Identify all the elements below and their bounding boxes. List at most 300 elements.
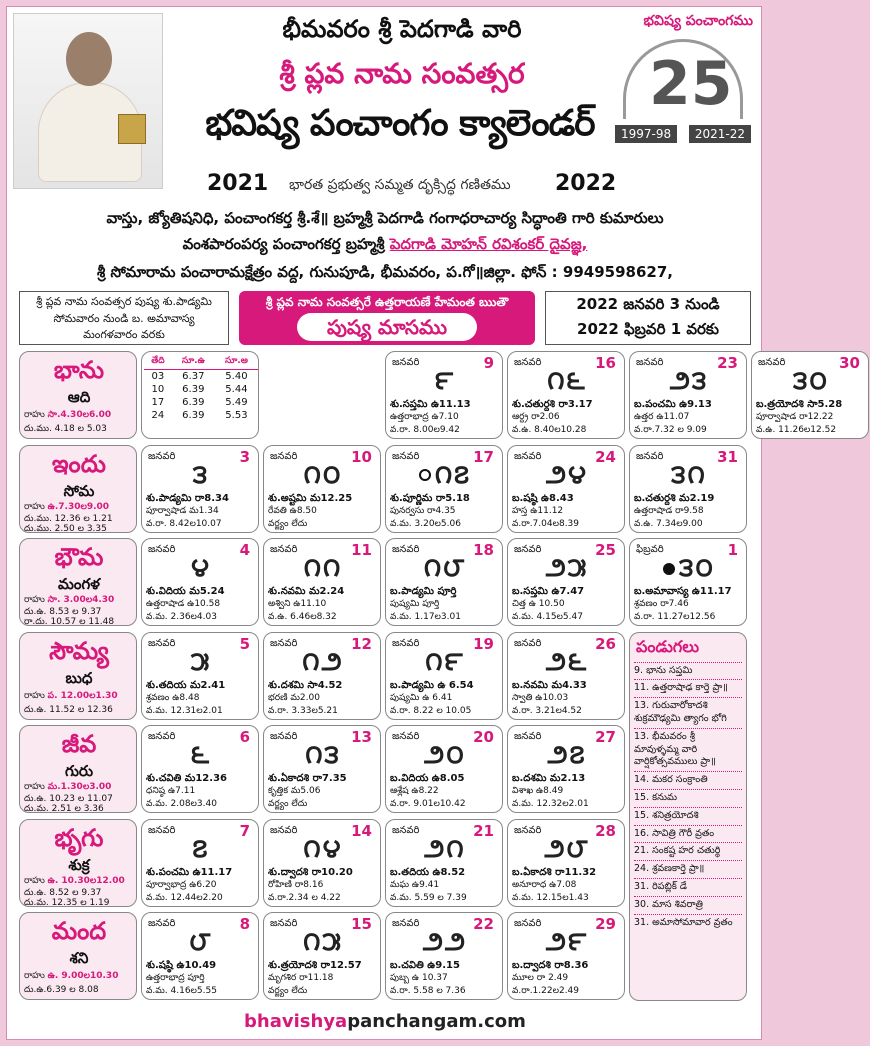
month-label: జనవరి xyxy=(514,357,542,368)
date-number: 20 xyxy=(473,728,494,746)
calendar-grid xyxy=(19,351,860,1005)
date-cell[interactable] xyxy=(263,632,381,720)
date-number: 12 xyxy=(351,634,372,653)
varjyam: వ.మ. 2.08ల3.40 xyxy=(146,799,217,809)
date-number: 25 xyxy=(595,541,616,559)
date-number: 6 xyxy=(239,728,250,746)
tithi: శు.పాడ్యమి రా8.34 xyxy=(146,492,229,504)
tithi: శు.చతుర్దశి రా3.17 xyxy=(512,399,593,410)
sun-table-cell: 10 xyxy=(151,384,165,395)
date-cell[interactable] xyxy=(263,819,381,907)
info-line2-prefix: వంశపారంపర్య పంచాంగకర్త బ్రహ్మశ్రీ xyxy=(182,235,390,253)
telugu-numeral-text: ౩ xyxy=(192,459,210,490)
varjyam: వ.రా. 11.27ల12.56 xyxy=(634,612,716,622)
telugu-numeral xyxy=(142,647,260,683)
telugu-numeral xyxy=(142,460,260,496)
festival-item: 13. గురువారోకాదశి శుక్రమౌఢ్యమి త్యాగం భోగి xyxy=(634,697,742,728)
month-label: జనవరి xyxy=(392,450,420,462)
nakshatra: పూర్వాషాడ మ1.34 xyxy=(146,505,219,516)
date-number: 15 xyxy=(351,915,372,933)
nakshatra: ఉత్తరాషాడ రా9.58 xyxy=(634,505,704,516)
header-badge: భవిష్య పంచాంగము xyxy=(643,13,753,29)
year-left: 2021 xyxy=(207,171,269,196)
tithi: బ.చతుర్దశి మ2.19 xyxy=(634,492,715,504)
varjyam: వ.మ. 5.59 ల 7.39 xyxy=(390,892,467,903)
date-cell[interactable] xyxy=(507,912,625,1000)
tithi: బ.షష్ఠి ఉ8.43 xyxy=(512,492,574,504)
date-cell[interactable] xyxy=(385,912,503,1000)
tithi: శు.అష్టమి మ12.25 xyxy=(268,492,353,504)
telugu-numeral xyxy=(142,740,260,776)
rahu-label: రాహు xyxy=(24,782,45,792)
festival-item: 9. భాను సప్తమి xyxy=(634,662,742,680)
date-number: 8 xyxy=(239,915,250,933)
festival-item: 16. సావిత్రి గౌరీ వ్రతం xyxy=(634,825,742,843)
telugu-numeral-text: ౭ xyxy=(192,833,210,864)
varjyam: వ.మ. 2.36ల4.03 xyxy=(146,612,217,622)
nakshatra: శ్రవణం ఉ8.48 xyxy=(146,692,200,703)
telugu-numeral-text: ౨౧ xyxy=(424,833,466,864)
telugu-numeral-text: ౧౪ xyxy=(303,833,343,864)
day-name-cell xyxy=(19,725,137,813)
telugu-numeral-text: ౨౯ xyxy=(545,927,589,957)
date-number: 17 xyxy=(473,447,494,466)
date-number: 5 xyxy=(239,634,250,653)
rahu-time: సా. 3.00ల4.30 xyxy=(47,595,115,605)
date-number: 9 xyxy=(483,354,494,372)
day-name: సౌమ్య xyxy=(49,636,109,665)
date-number: 13 xyxy=(351,728,372,746)
day-name: భౌమ xyxy=(54,543,104,571)
date-cell[interactable] xyxy=(263,538,381,626)
period-right-l1: 2022 జనవరి 3 నుండి xyxy=(576,295,720,313)
tithi: బ.త్రయోదశి సా5.28 xyxy=(756,399,843,410)
sun-table-cell: 17 xyxy=(151,397,165,408)
nakshatra: ధనిష్ఠ ఉ7.11 xyxy=(146,786,196,796)
day-name-cell xyxy=(19,819,137,907)
nakshatra: స్వాతి ఉ10.03 xyxy=(512,692,569,703)
month-label: జనవరి xyxy=(758,357,786,368)
nakshatra: శ్రవణం రా7.46 xyxy=(634,599,689,609)
varjyam: వ.రా.7.32 ల 9.09 xyxy=(634,425,707,435)
tithi: శు.ద్వాదశి రా10.20 xyxy=(268,866,353,878)
telugu-numeral-text: ౮ xyxy=(189,927,213,957)
month-name: పుష్య మాసము xyxy=(297,313,477,341)
logo-year-left: 1997-98 xyxy=(615,125,677,143)
tithi: బ.సప్తమి ఉ7.47 xyxy=(512,586,585,597)
day-sub: బుధ xyxy=(65,668,93,687)
date-cell[interactable] xyxy=(385,819,503,907)
festival-item: 14. మకర సంక్రాంతి xyxy=(634,771,742,789)
sun-table-cell: 5.40 xyxy=(225,371,248,382)
telugu-numeral-text: ౨౬ xyxy=(545,646,589,677)
period-left-l1: శ్రీ ప్లవ నామ సంవత్సర పుష్య శు.పాడ్యమి xyxy=(36,295,212,308)
date-number: 24 xyxy=(595,447,616,466)
date-cell[interactable] xyxy=(507,538,625,626)
rahu-label: రాహు xyxy=(24,690,45,701)
day-name: భాను xyxy=(53,356,105,384)
nakshatra: విశాఖ ఉ8.49 xyxy=(512,786,564,796)
telugu-numeral-text: ౧౫ xyxy=(303,927,343,957)
rahu-label: రాహు xyxy=(24,501,45,512)
nakshatra: రోహిణి రా8.16 xyxy=(268,879,324,890)
nakshatra: మృగశిర రా11.18 xyxy=(268,973,334,983)
tithi: బ.ఏకాదశి రా11.32 xyxy=(512,866,597,878)
date-number: 3 xyxy=(239,447,250,466)
telugu-numeral xyxy=(508,834,626,870)
durmuhurtam-2: దు.ము. 2.50 ల 3.35 xyxy=(24,523,107,534)
tithi: బ.పాడ్యమి పూర్తి xyxy=(390,586,457,597)
url-part2: panchangam xyxy=(347,1011,478,1032)
day-name-cell xyxy=(19,445,137,533)
telugu-numeral-text: ౩౦ xyxy=(679,553,715,583)
rahu-kalam xyxy=(24,876,125,888)
logo-year-right: 2021-22 xyxy=(689,125,751,143)
tithi: బ.విదియ ఉ8.05 xyxy=(390,773,465,784)
period-right-box xyxy=(545,291,751,345)
tithi: బ.నవమి మ4.33 xyxy=(512,679,587,691)
rahu-time: మ.1.30ల3.00 xyxy=(47,782,112,792)
festival-item: 24. శ్రవణకార్తె ప్రా॥ xyxy=(634,860,742,878)
url-part1: bhavishya xyxy=(244,1011,348,1032)
date-number: 21 xyxy=(473,821,494,840)
telugu-numeral xyxy=(386,366,504,402)
varjyam: వ.రా. 8.42ల10.07 xyxy=(146,518,222,529)
festivals-title: పండుగలు xyxy=(636,636,700,656)
sun-table-header: సూ.ఉ xyxy=(172,355,215,370)
rahu-kalam xyxy=(24,971,118,983)
nakshatra: పుష్యమి ఉ 6.41 xyxy=(390,692,453,703)
varjyam: వ.రా.1.22ల2.49 xyxy=(512,986,580,996)
tithi: శు.సప్తమి ఉ11.13 xyxy=(390,399,471,410)
telugu-numeral-text: ౧౨ xyxy=(302,646,344,677)
durmuhurtam: దు.ఉ. 8.52 ల 9.37 xyxy=(24,887,102,898)
rahu-kalam xyxy=(24,782,111,794)
info-line3: శ్రీ సోమారామ పంచారామక్షేత్రం వద్ద, గునుపూడి, భీమవరం, ప.గో॥జిల్లా. ఫోన్ : 9949598627, xyxy=(97,263,673,281)
day-name-cell xyxy=(19,912,137,1000)
telugu-numeral xyxy=(508,460,626,496)
varjyam: వ.రా. 8.22 ల 10.05 xyxy=(390,705,472,716)
tithi: బ.పాడ్యమి ఉ 6.54 xyxy=(390,679,474,691)
telugu-numeral xyxy=(264,647,382,683)
date-cell[interactable] xyxy=(751,351,869,439)
month-label: జనవరి xyxy=(514,544,542,555)
varjyam: వర్జ్యం లేదు xyxy=(268,986,308,996)
festival-item: 15. శనిత్రయోదశి xyxy=(634,807,742,825)
festivals-list xyxy=(629,632,747,1001)
url-part3: .com xyxy=(477,1011,526,1032)
rahu-kalam xyxy=(24,410,111,422)
varjyam: వ.మ. 12.32ల2.01 xyxy=(512,799,589,809)
date-cell[interactable] xyxy=(507,819,625,907)
festival-item: 11. ఉత్తరాషాఢ కార్తె ప్రా॥ xyxy=(634,679,742,697)
nakshatra: ఉత్తర ఉ11.07 xyxy=(634,412,690,422)
rahu-label: రాహు xyxy=(24,971,45,981)
month-label: జనవరి xyxy=(148,731,176,742)
telugu-numeral-text: ౩౦ xyxy=(793,366,829,396)
telugu-numeral xyxy=(386,553,504,589)
durmuhurtam: దు.ము. 4.18 ల 5.03 xyxy=(24,424,107,434)
day-name-cell xyxy=(19,351,137,439)
telugu-numeral xyxy=(752,366,870,402)
tithi: శు.విదియ మ5.24 xyxy=(146,586,225,597)
sun-table-cell: 6.39 xyxy=(182,397,205,408)
telugu-numeral xyxy=(386,740,504,776)
full-moon-icon xyxy=(419,469,431,481)
period-right-l2: 2022 ఫిబ్రవరి 1 వరకు xyxy=(577,320,719,338)
month-label: జనవరి xyxy=(270,918,298,929)
telugu-numeral-text: ౨౫ xyxy=(545,553,589,583)
telugu-numeral xyxy=(508,647,626,683)
telugu-numeral-text: ౧౭ xyxy=(434,459,472,490)
nakshatra: పూర్వాభాద్ర ఉ6.20 xyxy=(146,879,217,890)
day-name: ఇందు xyxy=(52,449,106,478)
date-cell[interactable] xyxy=(507,632,625,720)
varjyam: వ.మ. 12.44ల2.20 xyxy=(146,892,223,903)
header-title: భవిష్య పంచాంగం క్యాలెండర్ xyxy=(205,103,595,144)
nakshatra: అశ్విని ఉ11.10 xyxy=(268,599,327,609)
date-cell[interactable] xyxy=(629,351,747,439)
date-cell[interactable] xyxy=(385,445,503,533)
durmuhurtam: దు.ము. 12.36 ల 1.21 xyxy=(24,513,113,524)
nakshatra: పునర్వసు రా4.35 xyxy=(390,505,456,516)
month-label: జనవరి xyxy=(392,544,420,555)
date-number: 18 xyxy=(473,541,494,559)
festival-item: 21. సంకష్ట హర చతుర్థి xyxy=(634,842,742,860)
month-label: జనవరి xyxy=(514,918,542,929)
nakshatra: ఆర్ద్ర రా2.06 xyxy=(512,412,560,422)
date-cell[interactable] xyxy=(141,819,259,907)
date-cell[interactable] xyxy=(385,632,503,720)
durmuhurtam-2: రా.దు. 10.57 ల 11.48 xyxy=(24,617,115,627)
rahu-time: ఉ. 10.30ల12.00 xyxy=(47,875,125,886)
nakshatra: అనూరాధ ఉ7.08 xyxy=(512,879,577,890)
day-name: మంద xyxy=(51,917,107,945)
varjyam: వర్జ్యం లేదు xyxy=(268,518,308,529)
year-right: 2022 xyxy=(555,171,617,196)
header xyxy=(7,7,763,203)
day-sub: గురు xyxy=(64,762,94,780)
date-number: 26 xyxy=(595,634,616,653)
date-number: 16 xyxy=(595,354,616,372)
day-sub: సోమ xyxy=(63,481,95,500)
telugu-numeral xyxy=(386,647,504,683)
date-cell[interactable] xyxy=(263,912,381,1000)
festival-item: 13. భీమవరం శ్రీ మావుళ్ళమ్మ వారి వార్షికోత్సవములు ప్రా॥ xyxy=(634,728,742,771)
durmuhurtam: దు.ఉ. 11.52 ల 12.36 xyxy=(24,704,113,715)
telugu-numeral-text: ౧౮ xyxy=(423,553,467,583)
month-label: జనవరి xyxy=(636,450,664,462)
date-cell[interactable] xyxy=(385,351,503,439)
tithi: బ.ద్వాదశి రా8.36 xyxy=(512,960,589,971)
telugu-numeral xyxy=(508,553,626,589)
date-cell[interactable] xyxy=(507,351,625,439)
logo-number: 25 xyxy=(649,49,733,119)
info-line2-name: పెదగాడి మోహన్ రవిశంకర్ దైవజ్ఞ, xyxy=(389,235,588,253)
date-number: 11 xyxy=(351,541,372,559)
day-sub: శని xyxy=(69,949,89,967)
rahu-label: రాహు xyxy=(24,595,45,605)
festival-item: 30. మాస శివరాత్రి xyxy=(634,896,742,914)
varjyam: వ.మ. 3.20ల5.06 xyxy=(390,518,461,529)
date-number: 14 xyxy=(351,821,372,840)
durmuhurtam: దు.ఉ. 10.23 ల 11.07 xyxy=(24,794,113,804)
month-label: జనవరి xyxy=(514,450,542,462)
sun-table-cell: 6.37 xyxy=(182,371,205,382)
rahu-time: ఉ.7.30ల9.00 xyxy=(47,501,110,512)
varjyam: వ.రా. 9.01ల10.42 xyxy=(390,799,466,809)
sun-table-cell: 5.44 xyxy=(225,384,248,395)
date-number: 10 xyxy=(351,447,372,466)
month-label: జనవరి xyxy=(270,637,298,649)
date-number: 1 xyxy=(727,541,738,559)
varjyam: వ.ఉ. 11.26ల12.52 xyxy=(756,425,837,435)
gov-text: భారత ప్రభుత్వ సమ్మత దృక్సిద్ధ గణితము xyxy=(289,177,511,193)
varjyam: వ.రా. 8.00ల9.42 xyxy=(390,425,460,435)
month-label: జనవరి xyxy=(392,637,420,649)
telugu-numeral-text: ౨౭ xyxy=(547,740,587,770)
day-name: జీవ xyxy=(61,730,97,758)
day-name: భృగు xyxy=(54,823,104,852)
nakshatra: మూల రా 2.49 xyxy=(512,973,569,983)
month-label: జనవరి xyxy=(514,824,542,836)
date-cell[interactable] xyxy=(141,725,259,813)
month-label: జనవరి xyxy=(148,637,176,649)
date-cell[interactable] xyxy=(507,445,625,533)
date-cell[interactable] xyxy=(385,725,503,813)
telugu-numeral xyxy=(386,834,504,870)
month-label: జనవరి xyxy=(270,544,298,555)
telugu-numeral xyxy=(630,366,748,402)
date-cell[interactable] xyxy=(385,538,503,626)
sun-table-cell: 5.49 xyxy=(225,397,248,408)
date-number: 27 xyxy=(595,728,616,746)
tithi: శు.చవితి మ12.36 xyxy=(146,773,227,784)
website-url[interactable] xyxy=(7,1011,763,1032)
month-label: జనవరి xyxy=(392,731,420,742)
rahu-kalam xyxy=(24,691,118,703)
telugu-numeral-text: ౪ xyxy=(191,553,211,583)
anniversary-logo xyxy=(613,39,753,159)
telugu-numeral xyxy=(630,460,748,496)
varjyam: వ.ఉ. 6.46ల8.32 xyxy=(268,612,337,622)
month-label: జనవరి xyxy=(148,544,176,555)
date-number: 23 xyxy=(717,354,738,372)
tithi: బ.అమావాస్య ఉ11.17 xyxy=(634,586,732,597)
rahu-kalam xyxy=(24,595,114,607)
tithi: బ.చవితి ఉ9.15 xyxy=(390,960,460,971)
tithi: బ.పంచమి ఉ9.13 xyxy=(634,399,712,410)
telugu-numeral-text: ౧౬ xyxy=(547,366,587,396)
month-label: జనవరి xyxy=(392,918,420,929)
month-label: జనవరి xyxy=(270,824,298,836)
sun-table-cell: 03 xyxy=(151,371,165,382)
date-number: 29 xyxy=(595,915,616,933)
nakshatra: హస్త ఉ11.12 xyxy=(512,505,564,516)
date-cell[interactable] xyxy=(263,725,381,813)
nakshatra: పూర్వాషాడ రా12.22 xyxy=(756,412,834,422)
nakshatra: మఘ ఉ9.41 xyxy=(390,879,440,890)
telugu-numeral xyxy=(264,553,382,589)
month-label: జనవరి xyxy=(392,824,420,836)
sun-table-cell: 24 xyxy=(151,410,165,421)
varjyam: వ.మ. 1.17ల3.01 xyxy=(390,612,461,622)
tithi: శు.నవమి మ2.24 xyxy=(268,586,345,597)
rahu-label: రాహు xyxy=(24,875,45,886)
varjyam: వ.మ. 4.16ల5.55 xyxy=(146,986,217,996)
month-label: జనవరి xyxy=(148,824,176,836)
date-number: 28 xyxy=(595,821,616,840)
month-banner xyxy=(239,291,535,345)
month-banner-top: శ్రీ ప్లవ నామ సంవత్సరే ఉత్తరాయణే హేమంత ఋతౌ xyxy=(265,295,509,309)
month-label: జనవరి xyxy=(270,450,298,462)
sun-table-cell: 5.53 xyxy=(225,410,248,421)
date-cell[interactable] xyxy=(141,445,259,533)
tithi: బ.దశమి మ2.13 xyxy=(512,773,586,784)
durmuhurtam: దు.ఉ.6.39 ల 8.08 xyxy=(24,985,99,995)
nakshatra: పుష్యమి పూర్తి xyxy=(390,599,440,609)
day-sub: ఆది xyxy=(67,388,91,406)
telugu-numeral-text: ౨౨ xyxy=(422,927,468,957)
varjyam: వ.ఉ. 8.40ల10.28 xyxy=(512,425,587,435)
date-cell[interactable] xyxy=(141,538,259,626)
sun-table-cell: 6.39 xyxy=(182,384,205,395)
sun-table-cell: 6.39 xyxy=(182,410,205,421)
date-cell[interactable] xyxy=(629,445,747,533)
telugu-numeral xyxy=(508,366,626,402)
date-cell[interactable] xyxy=(507,725,625,813)
date-cell[interactable] xyxy=(263,445,381,533)
date-number: 22 xyxy=(473,915,494,933)
telugu-numeral-text: ౧౧ xyxy=(303,553,343,583)
nakshatra: ఉత్తరాభాద్ర పూర్తి xyxy=(146,973,205,983)
varjyam: వ.రా. 5.58 ల 7.36 xyxy=(390,986,466,996)
telugu-numeral-text: ౨౩ xyxy=(669,366,709,396)
tithi: శు.పంచమి ఉ11.17 xyxy=(146,866,233,878)
telugu-numeral-text: ౬ xyxy=(190,740,212,770)
sun-table-header: తేది xyxy=(144,355,172,370)
rahu-time: ప. 12.00ల1.30 xyxy=(47,690,118,701)
nakshatra: పుబ్బ ఉ 10.37 xyxy=(390,973,448,983)
new-moon-icon xyxy=(663,563,675,575)
info-line2 xyxy=(7,235,763,257)
date-cell[interactable] xyxy=(629,538,747,626)
durmuhurtam: దు.ఉ. 8.53 ల 9.37 xyxy=(24,607,102,617)
day-sub: శుక్ర xyxy=(68,855,90,874)
day-name-cell xyxy=(19,632,137,720)
period-left-box xyxy=(19,291,229,345)
varjyam: వ.రా. 3.21ల4.52 xyxy=(512,705,582,716)
date-number: 30 xyxy=(839,354,860,372)
nakshatra: ఉత్తరాభాద్ర ఉ7.10 xyxy=(390,412,459,422)
calendar-page xyxy=(6,6,860,1040)
festival-item: 31. అమాసోమావార వ్రతం xyxy=(634,914,742,932)
rahu-time: సా.4.30ల6.00 xyxy=(47,410,112,420)
telugu-numeral-text: ౧౦ xyxy=(303,459,343,490)
month-label: జనవరి xyxy=(636,357,664,368)
varjyam: వ.మ. 12.31ల2.01 xyxy=(146,705,223,716)
date-cell[interactable] xyxy=(141,912,259,1000)
month-label: జనవరి xyxy=(148,918,176,929)
tithi: శు.పూర్ణిమ రా5.18 xyxy=(390,492,470,504)
month-label: జనవరి xyxy=(148,450,176,462)
varjyam: వర్జ్యం లేదు xyxy=(268,799,308,809)
sunrise-sunset-table xyxy=(141,351,259,439)
month-label: జనవరి xyxy=(514,637,542,649)
tithi: బ.తదియ ఉ8.52 xyxy=(390,866,466,878)
telugu-numeral xyxy=(264,927,382,963)
date-cell[interactable] xyxy=(141,632,259,720)
